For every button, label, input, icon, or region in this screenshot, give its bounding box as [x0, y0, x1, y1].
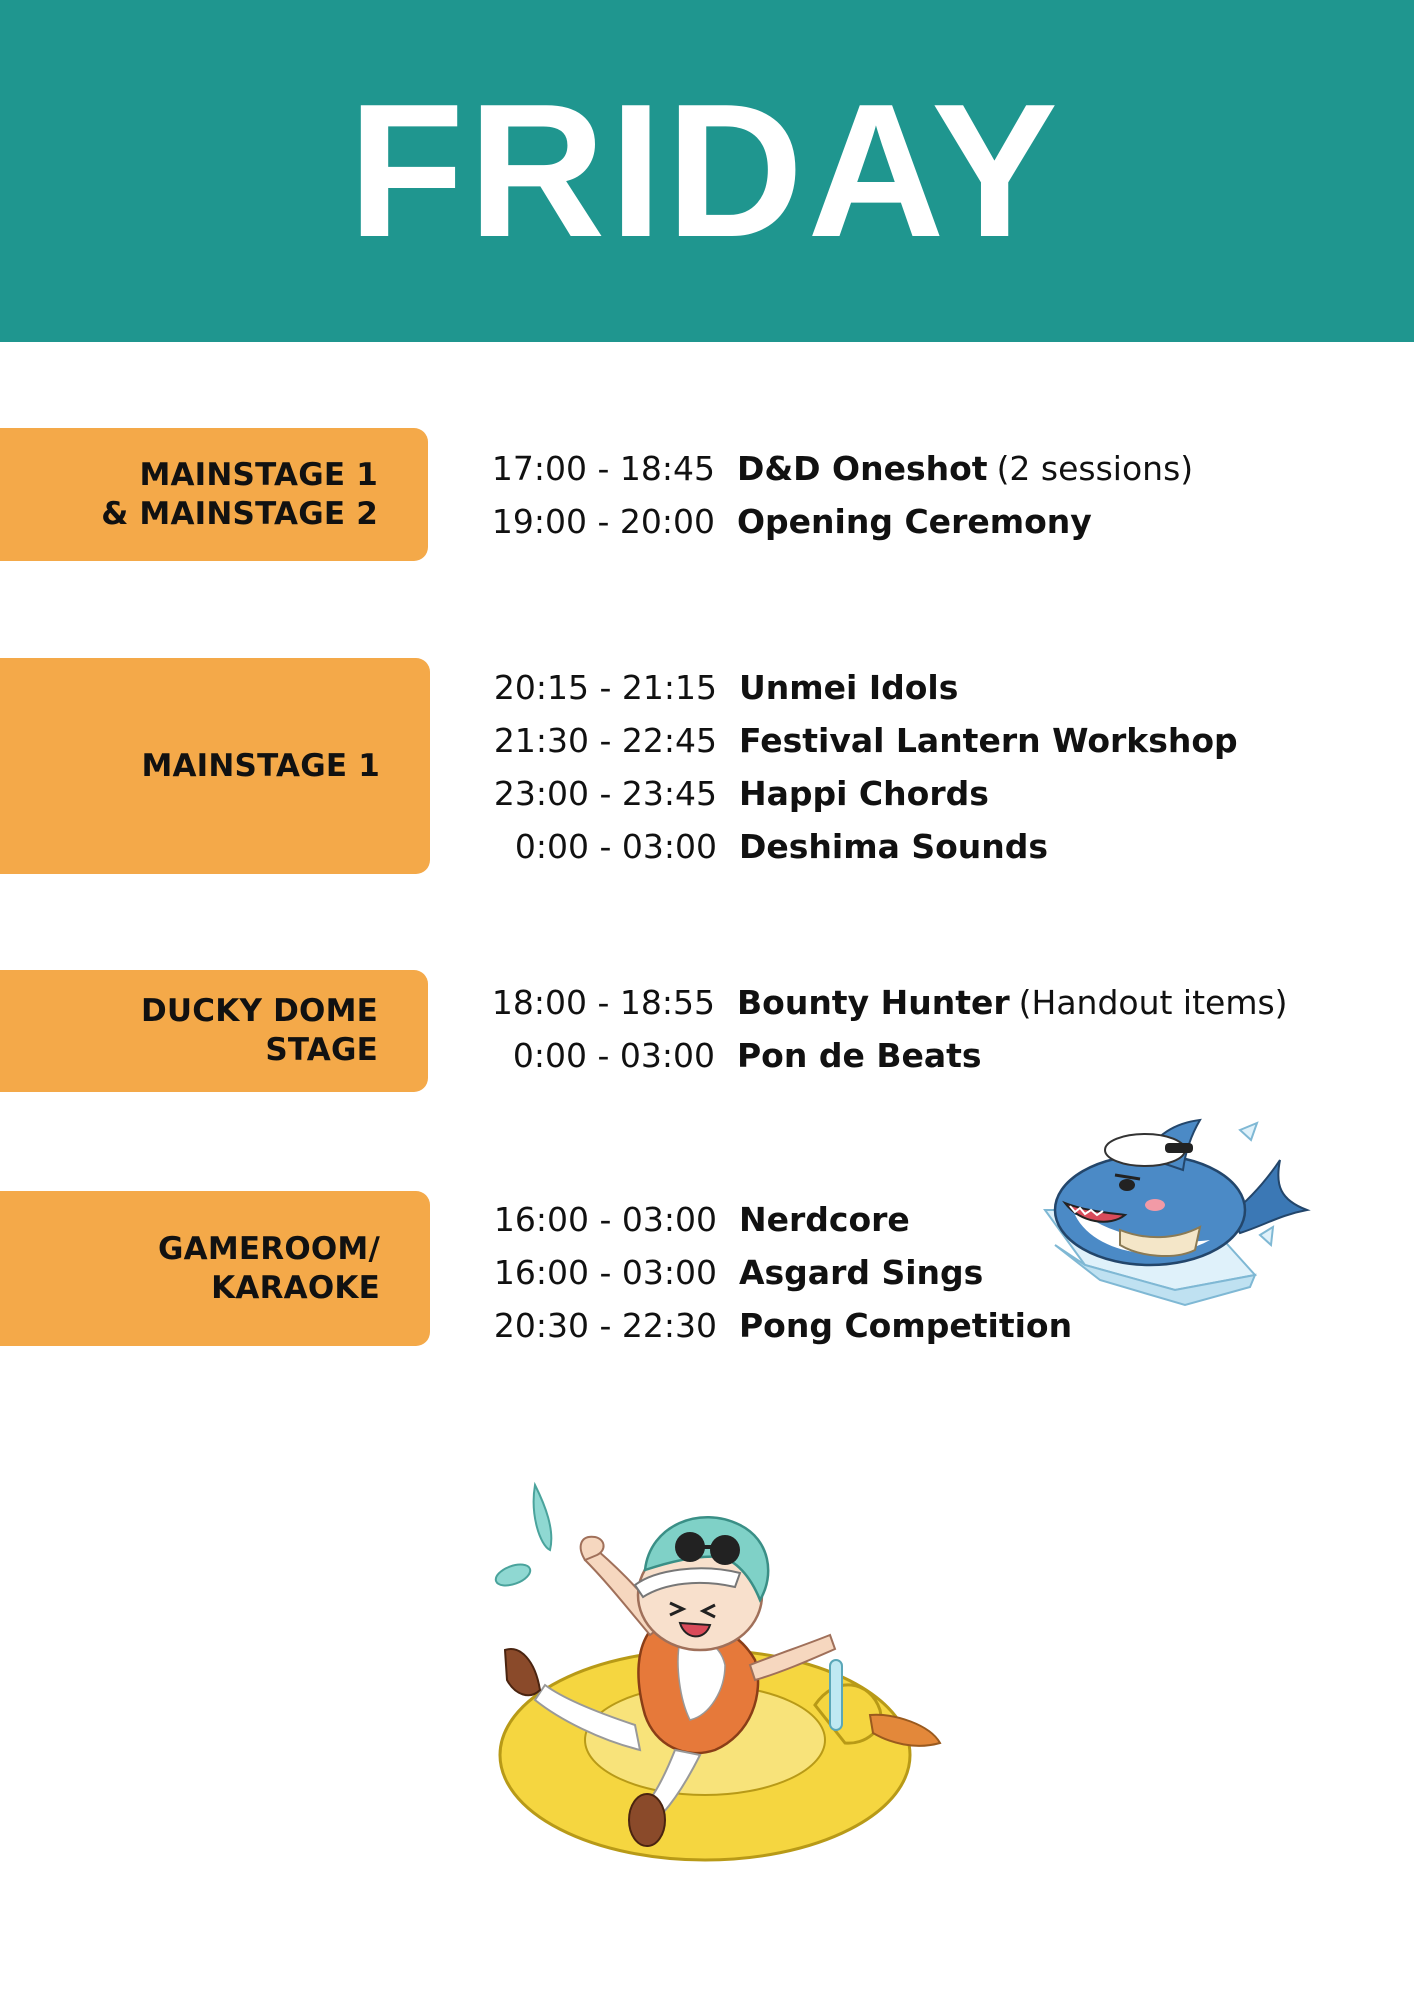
stage-tab-mainstage-1 — [0, 658, 430, 874]
list-item — [485, 442, 1193, 495]
event-time: 19:00 - 20:00 — [491, 502, 715, 541]
event-time: 16:00 - 03:00 — [493, 1200, 717, 1239]
list-item — [487, 661, 1238, 714]
stage-label: DUCKY DOME STAGE — [140, 993, 378, 1068]
list-item — [487, 767, 1238, 820]
event-time: 23:00 - 23:45 — [493, 774, 717, 813]
list-item — [487, 820, 1238, 873]
list-item — [487, 714, 1238, 767]
event-name: D&D Oneshot — [737, 449, 988, 488]
stage-tab-gameroom-karaoke — [0, 1191, 430, 1346]
event-note: (2 sessions) — [996, 449, 1194, 488]
event-list-ducky-dome — [485, 976, 1288, 1082]
shark-on-ice-icon — [1025, 1115, 1315, 1315]
list-item — [485, 976, 1288, 1029]
page-title: FRIDAY — [348, 65, 1062, 277]
event-time: 0:00 - 03:00 — [514, 827, 717, 866]
event-name: Happi Chords — [739, 774, 989, 813]
event-list-gameroom-karaoke — [487, 1193, 1072, 1352]
stage-label: MAINSTAGE 1 — [141, 747, 380, 784]
list-item — [485, 495, 1193, 548]
event-list-mainstage-1-2 — [485, 442, 1193, 548]
event-name: Asgard Sings — [739, 1253, 984, 1292]
event-list-mainstage-1 — [487, 661, 1238, 873]
event-time: 20:30 - 22:30 — [493, 1306, 717, 1345]
event-name: Unmei Idols — [739, 668, 959, 707]
event-time: 17:00 - 18:45 — [491, 449, 715, 488]
event-name: Pon de Beats — [737, 1036, 982, 1075]
event-time: 16:00 - 03:00 — [493, 1253, 717, 1292]
event-name: Opening Ceremony — [737, 502, 1092, 541]
stage-label: GAMEROOM/ KARAOKE — [157, 1230, 380, 1306]
event-name: Pong Competition — [739, 1306, 1073, 1345]
event-name: Deshima Sounds — [739, 827, 1049, 866]
header-banner — [0, 0, 1414, 342]
event-name: Bounty Hunter — [737, 983, 1010, 1022]
list-item — [487, 1246, 1072, 1299]
event-note: (Handout items) — [1018, 983, 1288, 1022]
event-time: 21:30 - 22:45 — [493, 721, 717, 760]
stage-label: MAINSTAGE 1 & MAINSTAGE 2 — [101, 456, 378, 532]
stage-tab-ducky-dome — [0, 970, 428, 1092]
event-name: Festival Lantern Workshop — [739, 721, 1238, 760]
list-item — [485, 1029, 1288, 1082]
stage-tab-mainstage-1-2 — [0, 428, 428, 561]
kid-on-duck-float-icon — [485, 1475, 965, 1875]
event-time: 18:00 - 18:55 — [491, 983, 715, 1022]
list-item — [487, 1193, 1072, 1246]
event-name: Nerdcore — [739, 1200, 910, 1239]
event-time: 20:15 - 21:15 — [493, 668, 717, 707]
event-time: 0:00 - 03:00 — [512, 1036, 715, 1075]
list-item — [487, 1299, 1072, 1352]
